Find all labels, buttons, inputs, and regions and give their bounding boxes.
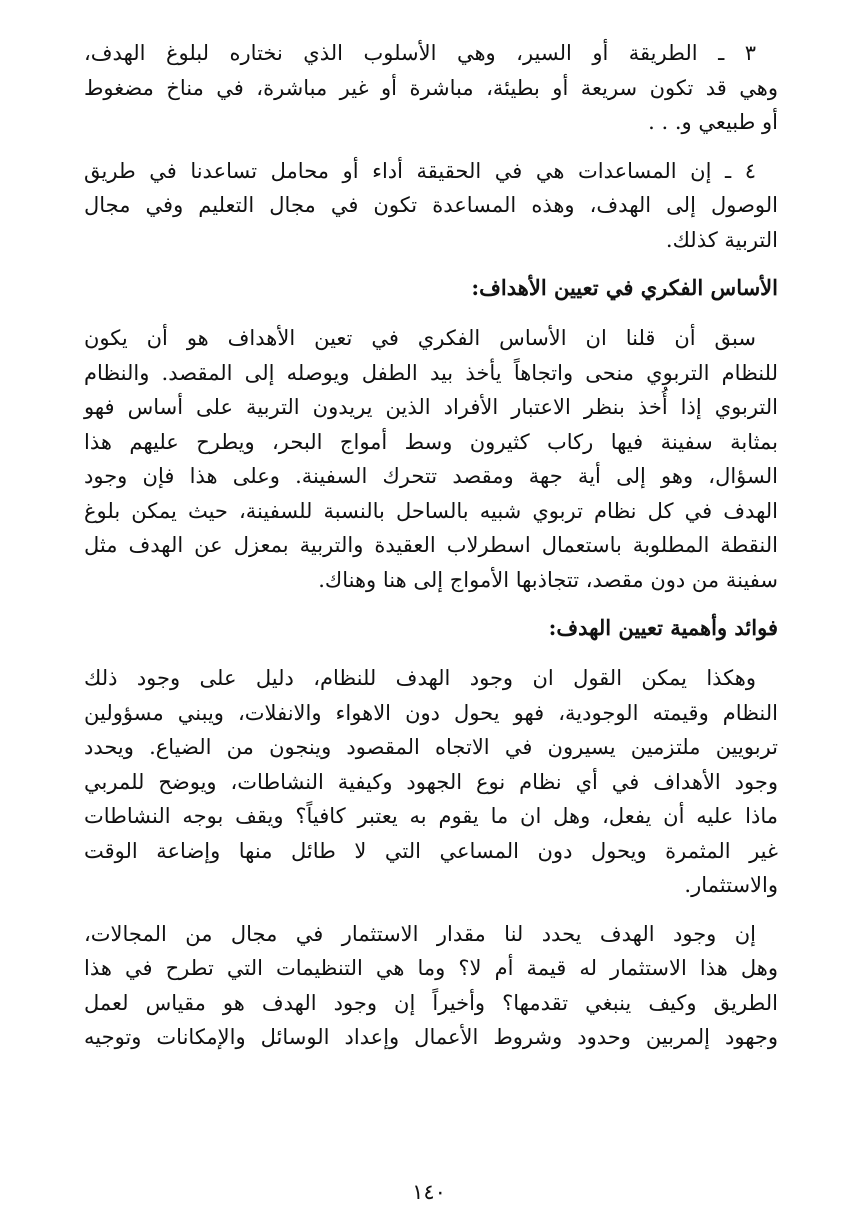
paragraph-intellectual-basis <box>84 321 778 597</box>
text-line: النظام وقيمته الوجودية، فهو يحول دون الاهواء والانفلات، ويبني مسؤولين <box>84 700 778 725</box>
text-line: إن وجود الهدف يحدد لنا مقدار الاستثمار في مجال من المجالات، <box>84 921 756 946</box>
text-line: سبق أن قلنا ان الأساس الفكري في تعين الأهداف هو أن يكون <box>84 326 756 350</box>
text-line: سفينة من دون مقصد، تتجاذبها الأمواج إلى هنا وهناك. <box>318 567 778 592</box>
text-line: التربية كذلك. <box>665 227 778 252</box>
text-line: ٣ ـ الطريقة أو السير، وهي الأسلوب الذي نختاره لبلوغ الهدف، <box>84 41 756 65</box>
text-line: والاستثمار. <box>684 873 778 897</box>
text-line: للنظام التربوي منحى واتجاهاً يأخذ بيد الطفل ويوصله إلى المقصد. والنظام <box>84 360 778 385</box>
text-line: أو طبيعي و. . . <box>648 110 778 134</box>
text-line: وهل هذا الاستثمار له قيمة أم لا؟ وما هي التنظيمات التي تطرح في هذا <box>84 956 778 980</box>
text-line: غير المثمرة ويحول دون المساعي التي لا طائل منها وإضاعة الوقت <box>84 838 778 863</box>
page-number: ١٤٠ <box>412 1180 446 1204</box>
text-line: الهدف في كل نظام تربوي شبيه بالساحل بالنسبة للسفينة، حيث يمكن بلوغ <box>84 498 778 523</box>
page-body <box>84 36 778 1069</box>
text-line: الطريق وكيف ينبغي تقدمها؟ وأخيراً إن وجود الهدف هو مقياس لعمل <box>84 990 778 1015</box>
text-line: وهكذا يمكن القول ان وجود الهدف للنظام، دليل على وجود ذلك <box>84 666 756 690</box>
paragraph-benefits <box>84 661 778 903</box>
paragraph-investment <box>84 917 778 1055</box>
section-heading-intellectual-basis: الأساس الفكري في تعيين الأهداف: <box>471 275 778 300</box>
text-line: تربويين ملتزمين يسيرون في الاتجاه المقصود وينجون من الضياع. ويحدد <box>84 735 778 759</box>
text-line: ٤ ـ إن المساعدات هي في الحقيقة أداء أو محامل تساعدنا في طريق <box>84 158 756 183</box>
section-heading-benefits: فوائد وأهمية تعيين الهدف: <box>548 615 778 640</box>
text-line: ماذا عليه أن يفعل، وهل ان ما يقوم به يعتبر كافياً؟ ويقف بوجه النشاطات <box>84 804 778 828</box>
text-line: وجود الأهداف في أي نظام نوع الجهود وكيفية النشاطات، ويوضح للمربي <box>84 769 778 794</box>
text-line: الوصول إلى الهدف، وهذه المساعدة تكون في مجال التعليم وفي مجال <box>84 193 778 217</box>
text-line: وجهود إلمربين وحدود وشروط الأعمال وإعداد الوسائل والإمكانات وتوجيه <box>84 1025 778 1049</box>
text-line: السؤال، وهو إلى أية جهة ومقصد تتحرك السفينة. وعلى هذا فإن وجود <box>84 464 778 488</box>
text-line: وهي قد تكون سريعة أو بطيئة، مباشرة أو غير مباشرة، في مناخ مضغوط <box>84 75 778 100</box>
text-line: بمثابة سفينة فيها ركاب كثيرون وسط أمواج البحر، ويطرح عليهم هذا <box>84 429 778 454</box>
text-line: التربوي إذا أُخذ بنظر الاعتبار الأفراد الذين يريدون التربية على أساس فهو <box>84 395 778 419</box>
paragraph-item-4 <box>84 154 778 258</box>
text-line: النقطة المطلوبة باستعمال اسطرلاب العقيدة والتربية بمعزل عن الهدف مثل <box>84 533 778 557</box>
paragraph-item-3 <box>84 36 778 140</box>
